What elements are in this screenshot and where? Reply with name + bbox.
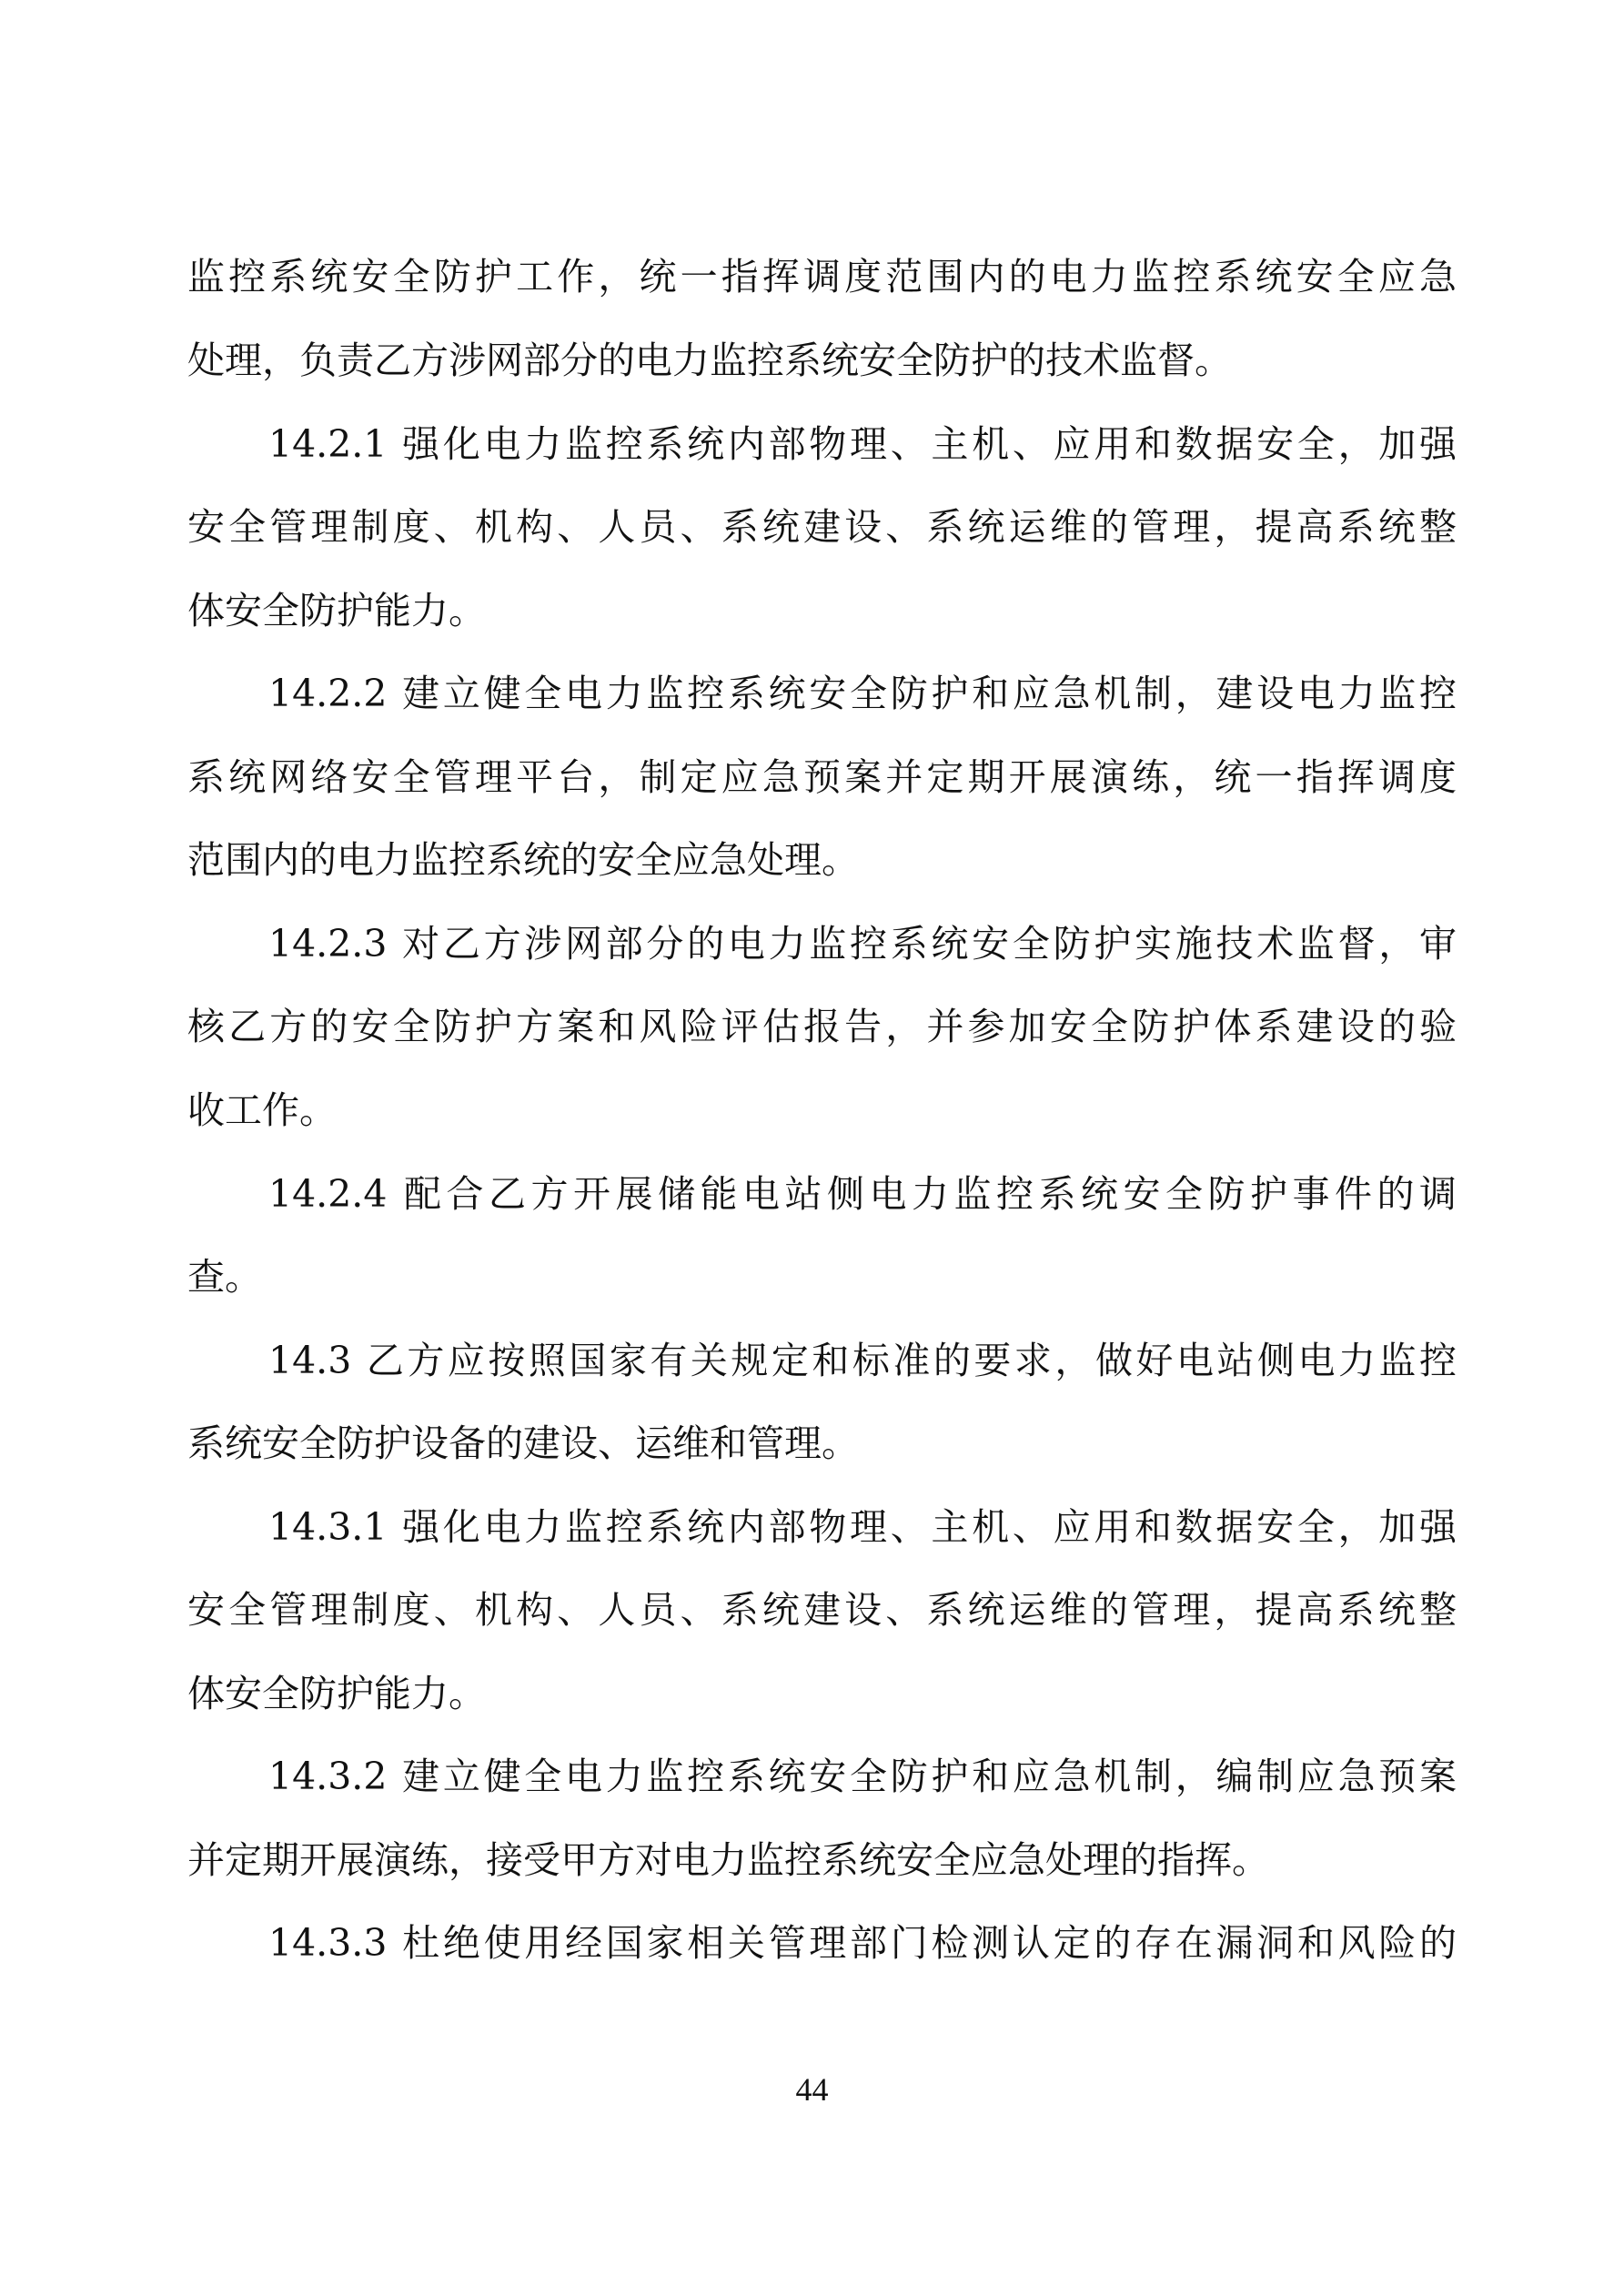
text-line: 监控系统安全防护工作，统一指挥调度范围内的电力监控系统安全应急: [187, 255, 1457, 298]
text-line: 14.3.1 强化电力监控系统内部物理、主机、应用和数据安全，加强: [268, 1505, 1457, 1549]
text-line: 系统安全防护设备的建设、运维和管理。: [187, 1421, 859, 1465]
text-line: 14.3.3 杜绝使用经国家相关管理部门检测认定的存在漏洞和风险的: [268, 1921, 1457, 1965]
text-line: 14.2.1 强化电力监控系统内部物理、主机、应用和数据安全，加强: [268, 422, 1457, 466]
text-line: 体安全防护能力。: [187, 1672, 486, 1715]
text-line: 处理，负责乙方涉网部分的电力监控系统安全防护的技术监督。: [187, 339, 1232, 382]
text-line: 14.3 乙方应按照国家有关规定和标准的要求，做好电站侧电力监控: [268, 1339, 1457, 1382]
text-line: 核乙方的安全防护方案和风险评估报告，并参加安全防护体系建设的验: [187, 1005, 1457, 1048]
text-line: 体安全防护能力。: [187, 589, 486, 632]
text-line: 安全管理制度、机构、人员、系统建设、系统运维的管理，提高系统整: [187, 1588, 1457, 1632]
page-number: 44: [795, 2071, 829, 2108]
text-line: 14.2.3 对乙方涉网部分的电力监控系统安全防护实施技术监督，审: [268, 922, 1457, 966]
text-line: 14.2.2 建立健全电力监控系统安全防护和应急机制，建设电力监控: [268, 672, 1457, 715]
text-line: 安全管理制度、机构、人员、系统建设、系统运维的管理，提高系统整: [187, 505, 1457, 549]
text-line: 14.2.4 配合乙方开展储能电站侧电力监控系统安全防护事件的调: [268, 1172, 1457, 1216]
text-line: 14.3.2 建立健全电力监控系统安全防护和应急机制，编制应急预案: [268, 1755, 1457, 1798]
text-line: 查。: [187, 1255, 262, 1299]
text-line: 系统网络安全管理平台，制定应急预案并定期开展演练，统一指挥调度: [187, 755, 1457, 799]
text-line: 收工作。: [187, 1088, 337, 1132]
text-line: 并定期开展演练，接受甲方对电力监控系统安全应急处理的指挥。: [187, 1838, 1269, 1882]
text-line: 范围内的电力监控系统的安全应急处理。: [187, 838, 859, 882]
